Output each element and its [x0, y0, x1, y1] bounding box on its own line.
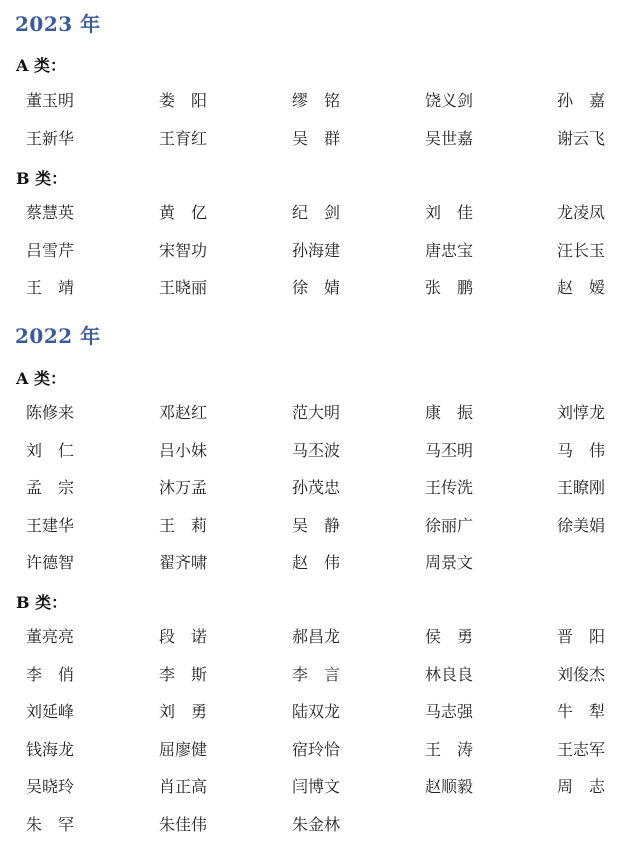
name-row [26, 203, 626, 241]
name-cell: 王建华 [26, 516, 74, 536]
name-cell: 饶义剑 [425, 91, 473, 111]
name-row [26, 740, 626, 778]
name-cell: 牛 犁 [557, 702, 605, 722]
name-cell: 刘 勇 [159, 702, 207, 722]
name-row [26, 278, 626, 316]
name-cell: 钱海龙 [26, 740, 74, 760]
name-cell: 翟齐啸 [159, 553, 207, 573]
category-label-b-2023: B 类： [16, 166, 67, 189]
name-cell: 孙 嘉 [557, 91, 605, 111]
name-cell: 王 涛 [425, 740, 473, 760]
name-cell: 赵顺毅 [425, 777, 473, 797]
year-heading-2023: 2023 年 [15, 8, 101, 37]
name-row [26, 777, 626, 815]
name-cell: 徐丽广 [425, 516, 473, 536]
name-row [26, 702, 626, 740]
name-cell: 李 言 [292, 665, 340, 685]
name-cell: 康 振 [425, 403, 473, 423]
name-cell: 马 伟 [557, 441, 605, 461]
name-cell: 晋 阳 [557, 627, 605, 647]
category-label-a-2022: A 类： [16, 366, 66, 389]
name-cell: 刘俊杰 [557, 665, 605, 685]
name-list-2022-b [26, 627, 626, 852]
name-row [26, 403, 626, 441]
name-row [26, 516, 626, 554]
name-cell: 孟 宗 [26, 478, 74, 498]
name-cell: 周 志 [557, 777, 605, 797]
name-row [26, 441, 626, 479]
name-cell: 赵 伟 [292, 553, 340, 573]
name-cell: 马丕明 [425, 441, 473, 461]
name-cell: 肖正高 [159, 777, 207, 797]
name-row [26, 665, 626, 703]
name-row [26, 553, 626, 591]
name-list-2023-b [26, 203, 626, 316]
name-cell: 王 靖 [26, 278, 74, 298]
name-row [26, 91, 626, 129]
name-list-2022-a [26, 403, 626, 591]
name-cell: 吴世嘉 [425, 129, 473, 149]
year-heading-2022: 2022 年 [15, 320, 101, 349]
name-cell: 段 诺 [159, 627, 207, 647]
name-cell: 邓赵红 [159, 403, 207, 423]
name-cell: 谢云飞 [557, 129, 605, 149]
name-cell: 闫博文 [292, 777, 340, 797]
name-cell: 吴晓玲 [26, 777, 74, 797]
name-cell: 王晓丽 [159, 278, 207, 298]
name-cell: 吕小妹 [159, 441, 207, 461]
name-cell: 朱佳伟 [159, 815, 207, 835]
name-cell: 马丕波 [292, 441, 340, 461]
name-cell: 吴 群 [292, 129, 340, 149]
name-cell: 周景文 [425, 553, 473, 573]
name-cell: 侯 勇 [425, 627, 473, 647]
name-cell: 董玉明 [26, 91, 74, 111]
name-cell: 孙海建 [292, 241, 340, 261]
category-label-a-2023: A 类： [16, 53, 66, 76]
name-cell: 李 俏 [26, 665, 74, 685]
category-label-b-2022: B 类： [16, 590, 67, 613]
name-cell: 范大明 [292, 403, 340, 423]
name-cell: 刘 佳 [425, 203, 473, 223]
name-cell: 黄 亿 [159, 203, 207, 223]
name-cell: 王 莉 [159, 516, 207, 536]
name-cell: 刘 仁 [26, 441, 74, 461]
name-cell: 王育红 [159, 129, 207, 149]
name-cell: 汪长玉 [557, 241, 605, 261]
name-cell: 朱金林 [292, 815, 340, 835]
name-row [26, 129, 626, 167]
name-cell: 赵 嫒 [557, 278, 605, 298]
name-cell: 纪 剑 [292, 203, 340, 223]
name-cell: 刘延峰 [26, 702, 74, 722]
name-cell: 王新华 [26, 129, 74, 149]
name-cell: 刘惇龙 [557, 403, 605, 423]
name-row [26, 478, 626, 516]
name-cell: 王瞭刚 [557, 478, 605, 498]
name-list-2023-a [26, 91, 626, 166]
name-cell: 许德智 [26, 553, 74, 573]
name-cell: 屈廖健 [159, 740, 207, 760]
name-cell: 缪 铭 [292, 91, 340, 111]
name-row [26, 815, 626, 852]
name-cell: 朱 罕 [26, 815, 74, 835]
name-cell: 董亮亮 [26, 627, 74, 647]
name-cell: 宿玲恰 [292, 740, 340, 760]
name-cell: 林良良 [425, 665, 473, 685]
name-cell: 陈修来 [26, 403, 74, 423]
name-cell: 吕雪芹 [26, 241, 74, 261]
name-cell: 徐 婧 [292, 278, 340, 298]
name-cell: 郝昌龙 [292, 627, 340, 647]
name-cell: 娄 阳 [159, 91, 207, 111]
name-row [26, 627, 626, 665]
name-cell: 吴 静 [292, 516, 340, 536]
name-cell: 陆双龙 [292, 702, 340, 722]
name-cell: 蔡慧英 [26, 203, 74, 223]
name-cell: 孙茂忠 [292, 478, 340, 498]
name-cell: 唐忠宝 [425, 241, 473, 261]
name-cell: 李 斯 [159, 665, 207, 685]
name-cell: 张 鹏 [425, 278, 473, 298]
name-cell: 宋智功 [159, 241, 207, 261]
name-cell: 徐美娟 [557, 516, 605, 536]
name-cell: 龙凌凤 [557, 203, 605, 223]
name-cell: 沐万孟 [159, 478, 207, 498]
name-cell: 王志军 [557, 740, 605, 760]
name-cell: 马志强 [425, 702, 473, 722]
name-cell: 王传洗 [425, 478, 473, 498]
name-row [26, 241, 626, 279]
